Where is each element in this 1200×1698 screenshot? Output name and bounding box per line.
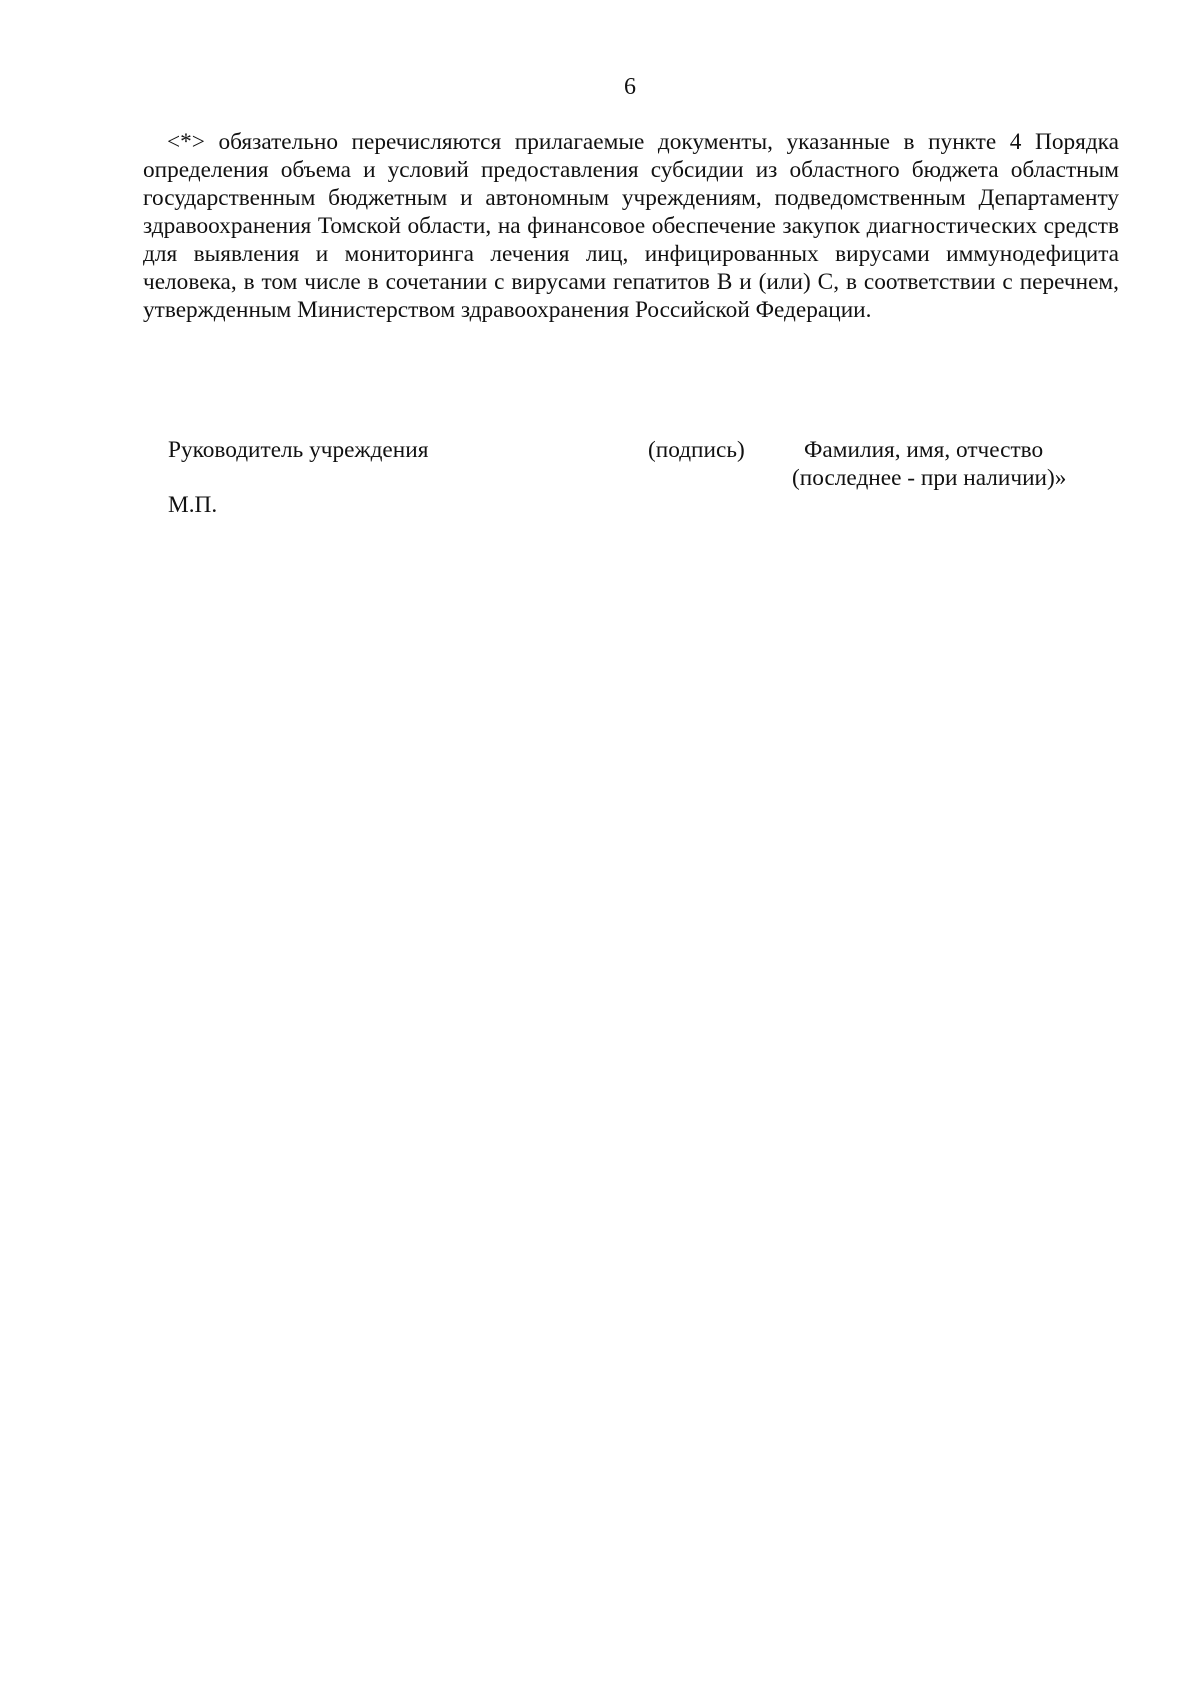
page-number: 6 [624, 74, 636, 100]
stamp-place-label: М.П. [168, 492, 218, 518]
signatory-title: Руководитель учреждения [168, 437, 429, 463]
full-name-note: (последнее - при наличии)» [792, 465, 1067, 491]
full-name-label: Фамилия, имя, отчество [804, 437, 1044, 463]
signature-label: (подпись) [648, 437, 745, 463]
footnote-paragraph: <*> обязательно перечисляются прилагаемые документы, указанные в пункте 4 Порядка определения объема и условий предоставления субсидии из областного бюджета областным государственным бюджетным и автономным учреждениям, подведомственным Департаменту здравоохранения Томской области, на финансовое обеспечение закупок диагностических средств для выявления и мониторинга лечения лиц, инфицированных вирусами иммунодефицита человека, в том числе в сочетании с вирусами гепатитов B и (или) C, в соответствии с перечнем, утвержденным Министерством здравоохранения Российской Федерации. [143, 129, 1119, 323]
